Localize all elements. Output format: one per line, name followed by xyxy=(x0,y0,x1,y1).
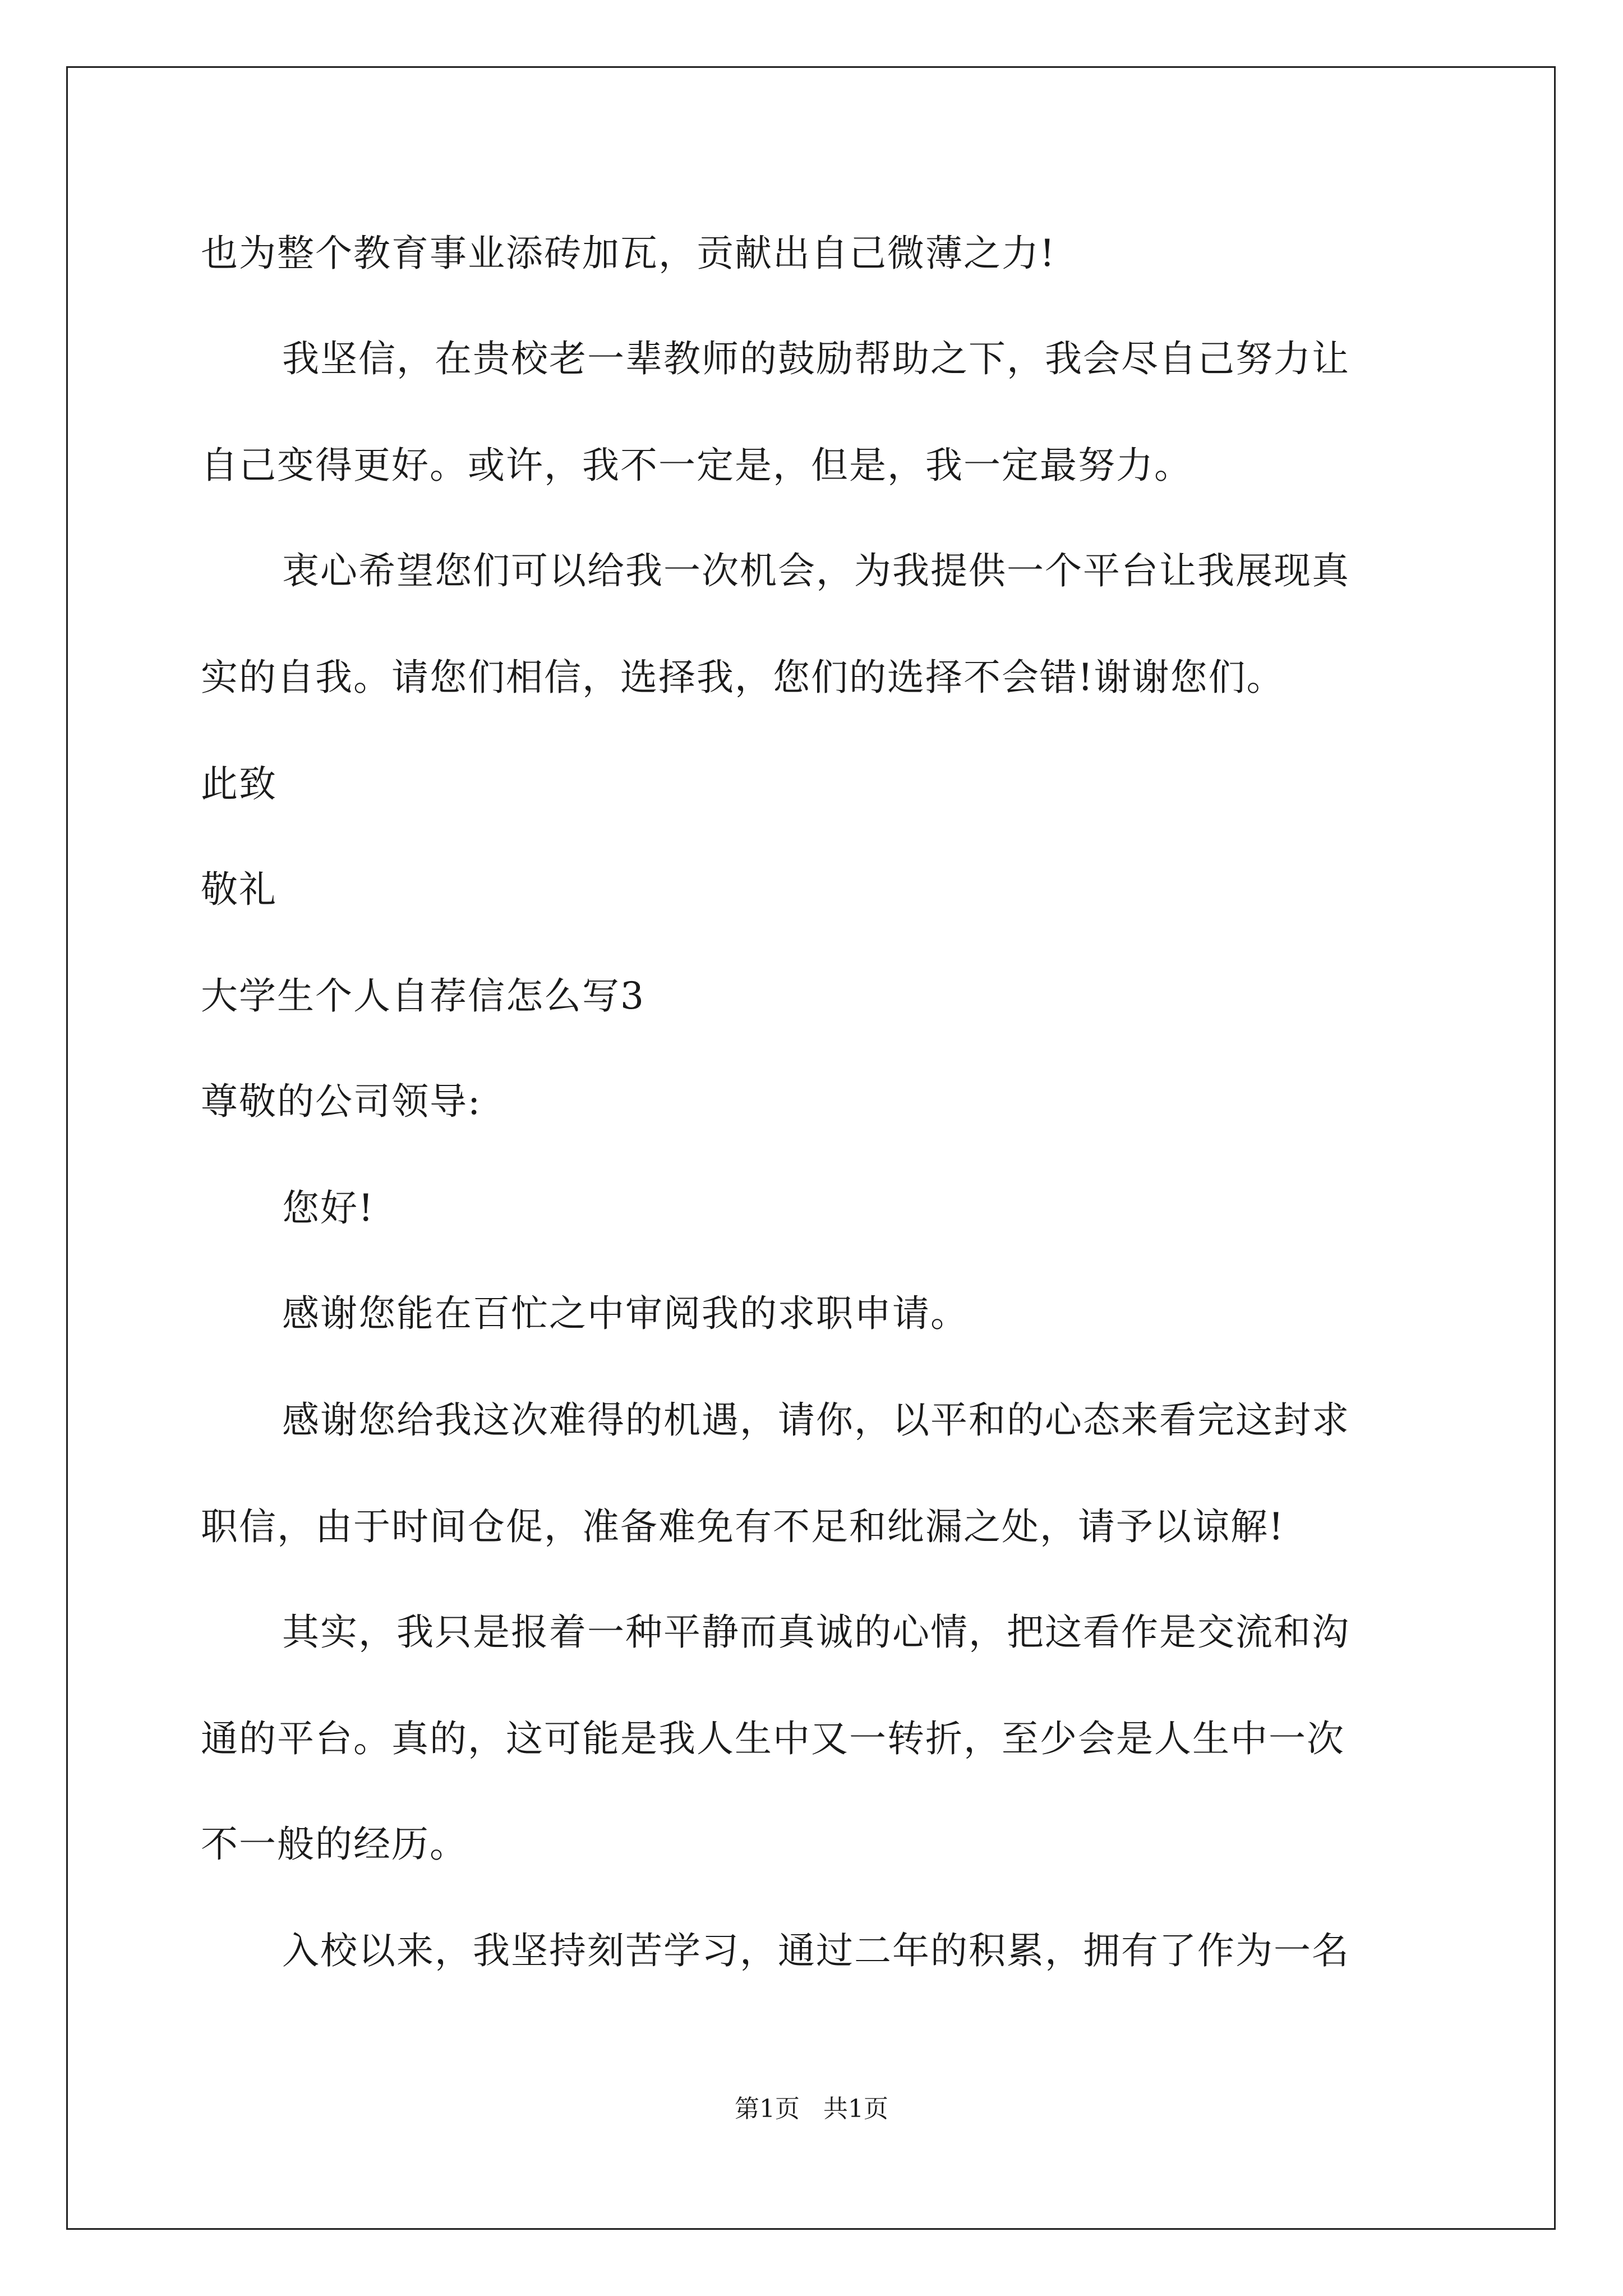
text-line: 入校以来，我坚持刻苦学习，通过二年的积累，拥有了作为一名 xyxy=(282,1929,1350,1972)
greeting: 您好! xyxy=(282,1186,375,1230)
text-line: 衷心希望您们可以给我一次机会，为我提供一个平台让我展现真 xyxy=(282,549,1350,592)
section-heading: 大学生个人自荐信怎么写3 xyxy=(201,974,645,1018)
text-line: 其实，我只是报着一种平静而真诚的心情，把这看作是交流和沟 xyxy=(282,1611,1350,1654)
text-line: 我坚信，在贵校老一辈教师的鼓励帮助之下，我会尽自己努力让 xyxy=(282,337,1350,380)
text-line: 职信，由于时间仓促，准备难免有不足和纰漏之处，请予以谅解! xyxy=(201,1505,1285,1548)
text-line: 通的平台。真的，这可能是我人生中又一转折，至少会是人生中一次 xyxy=(201,1717,1345,1760)
text-line: 敬礼 xyxy=(201,868,277,911)
text-line: 也为整个教育事业添砖加瓦，贡献出自己微薄之力! xyxy=(201,232,1056,275)
text-line: 感谢您给我这次难得的机遇，请你，以平和的心态来看完这封求 xyxy=(282,1398,1350,1442)
salutation: 尊敬的公司领导: xyxy=(201,1080,482,1123)
text-line: 感谢您能在百忙之中审阅我的求职申请。 xyxy=(282,1292,969,1335)
text-line: 不一般的经历。 xyxy=(201,1823,468,1866)
text-line: 实的自我。请您们相信，选择我，您们的选择不会错!谢谢您们。 xyxy=(201,656,1285,699)
page-footer: 第1页 共1页 xyxy=(735,2095,888,2123)
text-line: 此致 xyxy=(201,762,277,806)
text-line: 自己变得更好。或许，我不一定是，但是，我一定最努力。 xyxy=(201,444,1192,487)
page-border xyxy=(66,66,1556,2230)
